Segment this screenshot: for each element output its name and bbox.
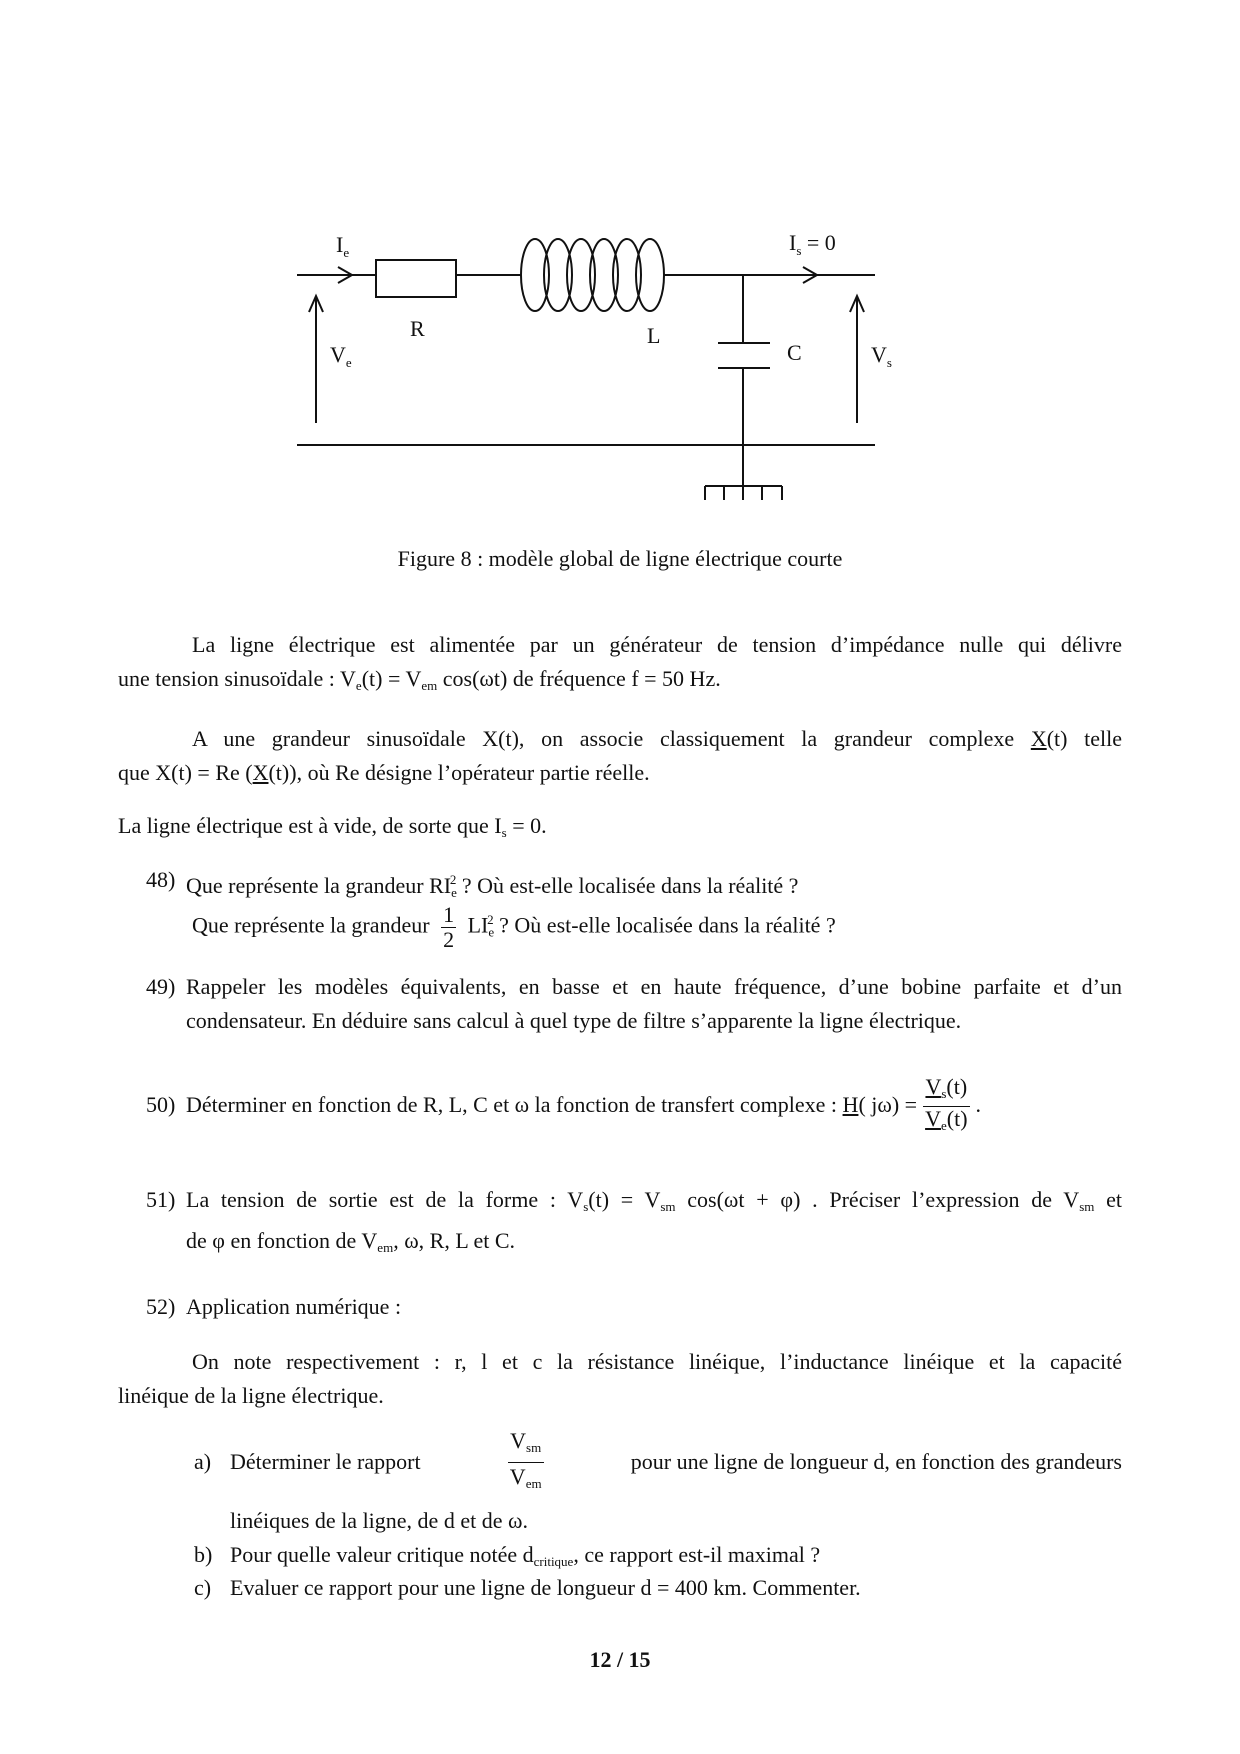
transfer-function-fraction: $\frac{V_s(t)}{V_e(t)}$ [925, 1074, 968, 1134]
page-number: 12 / 15 [589, 1647, 651, 1672]
figure-caption: Figure 8 : modèle global de ligne électrique courte [397, 546, 843, 571]
formula-ve: $V_e(t) = V_{em}$ cos(ωt) [340, 666, 508, 693]
label-ve: $V_e$ [330, 342, 352, 370]
question-48-number: 48) [146, 867, 176, 892]
paragraph-3: La ligne électrique est à vide, de sorte que $I_s = 0$. [118, 813, 547, 840]
question-52-intro-line2: linéique de la ligne électrique. [118, 1383, 384, 1408]
inductor [521, 239, 664, 311]
question-52-title: Application numérique : [186, 1294, 402, 1319]
question-51-line1: La tension de sortie est de la forme : $V_s(t) = V_{sm}$ cos(ωt + φ) . Préciser l’expression de $V_{sm}$ et [186, 1187, 1122, 1214]
paragraph-1: La ligne électrique est alimentée par un générateur de tension d’impédance nulle qui délivre [192, 632, 1122, 657]
label-c: C [787, 340, 802, 365]
label-vs: $V_s$ [871, 342, 892, 370]
question-48-line1: Que représente la grandeur $RI_e^2$ ? Où est-elle localisée dans la réalité ? [186, 872, 799, 900]
circuit-diagram [0, 0, 1240, 540]
question-49-text: Rappeler les modèles équivalents, en basse et en haute fréquence, d’une bobine parfaite et d’un condensateur. En déduire sans calcul à quel type de filtre s’apparente la ligne électrique. [186, 974, 1122, 1033]
paragraph-1-line2: une tension sinusoïdale : $V_e(t) = V_{em}$ cos(ωt) de fréquence f = 50 Hz. [118, 666, 721, 693]
item-a-line2: linéiques de la ligne, de d et de ω. [230, 1508, 528, 1533]
question-52-intro: On note respectivement : r, l et c la résistance linéique, l’inductance linéique et la capacité [192, 1349, 1122, 1374]
question-51-line2: de φ en fonction de $V_{em}$, ω, R, L et C. [186, 1228, 516, 1255]
item-a-label: a) [194, 1449, 212, 1474]
question-48-line2: Que représente la grandeur $\frac{1}{2}$ $LI_e^2$ ? Où est-elle localisée dans la réalité ? [192, 902, 836, 952]
item-a-line1: Déterminer le rapport $\frac{V_{sm}}{V_{em}}$ pour une ligne de longueur d, en fonction des grandeurs [230, 1424, 1122, 1500]
label-l: L [647, 323, 661, 348]
question-50-number: 50) [146, 1092, 176, 1117]
paragraph-2: A une grandeur sinusoïdale X(t), on associe classiquement la grandeur complexe X(t) telle [192, 726, 1122, 751]
item-c-label: c) [194, 1575, 212, 1600]
resistor [376, 260, 456, 297]
question-52-number: 52) [146, 1294, 176, 1319]
question-50-text: Déterminer en fonction de R, L, C et ω la fonction de transfert complexe : H( jω) = $\frac{V_s(t)}{V_e(t)}$ . [186, 1072, 981, 1138]
item-b-label: b) [194, 1542, 213, 1567]
item-c-text: Evaluer ce rapport pour une ligne de longueur d = 400 km. Commenter. [230, 1575, 861, 1600]
question-51-number: 51) [146, 1187, 176, 1212]
label-r: R [410, 316, 425, 341]
question-49-number: 49) [146, 974, 176, 999]
fraction-one-half: $\frac{1}{2}$ [443, 902, 455, 952]
paragraph-2-line2: que X(t) = Re (X(t)), où Re désigne l’opérateur partie réelle. [118, 760, 650, 785]
ratio-vsm-vem: $\frac{V_{sm}}{V_{em}}$ [509, 1427, 542, 1491]
item-b-text: Pour quelle valeur critique notée $d_{critique}$, ce rapport est-il maximal ? [230, 1542, 821, 1569]
label-ie: $I_e$ [336, 232, 350, 260]
label-is: $I_s = 0$ [789, 230, 836, 258]
